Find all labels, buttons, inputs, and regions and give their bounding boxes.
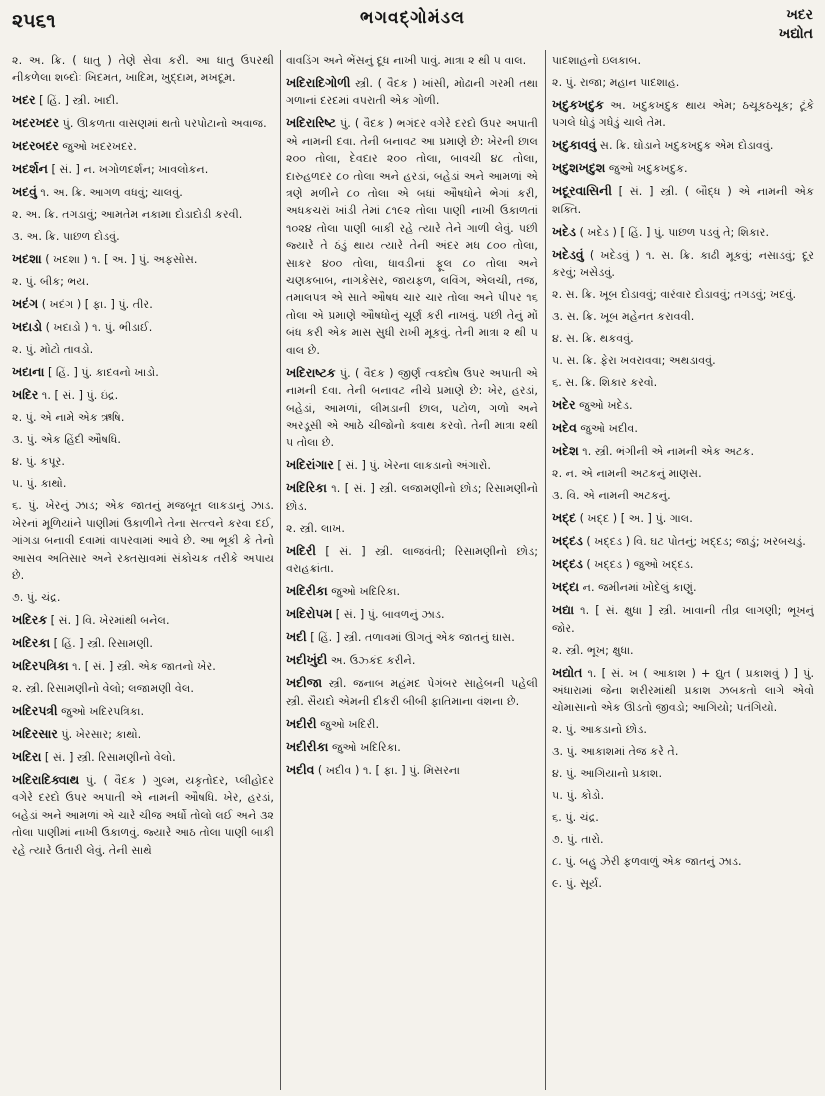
dictionary-entry bbox=[12, 431, 274, 448]
definition-text: ૫. પું. કાથો. bbox=[12, 477, 67, 491]
definition-text: પું. ખેરસાર; કાથો. bbox=[57, 728, 142, 742]
definition-text: પું. ( વૈદક ) ગુલ્મ, યકૃતોદર, પ્લીહોદર વગેરે દરદો ઉપર અપાતી એ નામની ઔષધિ. ખેર, હરડાં, બહેડાં અને આમળાં એ ચારે ચીજ અર્ધો તોલો લઈ અને ૩૨ તોલા પાણીમાં નાખી ઉકાળવું. જ્યારે આઠ તોલા પાણી બાકી રહે ત્યારે ઉતારી લેવું. તેની સાથે bbox=[12, 774, 274, 857]
dictionary-entry bbox=[12, 725, 274, 743]
definition-text: ( ખદ્દ ) [ અ. ] પું. ગાલ. bbox=[576, 512, 693, 526]
dictionary-entry bbox=[12, 295, 274, 313]
definition-text: ન. જમીનમાં ખોદેલું કાણું. bbox=[579, 581, 697, 595]
dictionary-entry bbox=[552, 374, 814, 391]
dictionary-entry bbox=[552, 601, 814, 637]
dictionary-entry bbox=[12, 497, 274, 584]
headword: ખદિરીકા bbox=[286, 583, 328, 599]
column-right bbox=[552, 52, 814, 1092]
definition-text: ૧. અ. ક્રિ. આગળ વધવું; ચાલવું. bbox=[36, 186, 183, 200]
definition-text: સ્ત્રી. જનાબ મહંમદ પેગંબર સાહેબની પહેલી સ્ત્રી. સૈયદો એમની દીકરી બીબી ફાતિમાના વંશના છે. bbox=[286, 677, 538, 708]
dictionary-entry bbox=[12, 475, 274, 492]
headword: ખદ્યોત bbox=[552, 664, 583, 680]
definition-text: ૬. સ. ક્રિ. શિકાર કરવો. bbox=[552, 376, 658, 390]
headword: ખદ્દ bbox=[552, 510, 577, 526]
definition-text: ૩. પું. આકાશમાં તેજ કરે તે. bbox=[552, 745, 679, 759]
dictionary-entry bbox=[12, 206, 274, 223]
definition-text: [ હિં. ] પું. કાદવનો ખાડો. bbox=[44, 366, 159, 380]
definition-text: જુઓ ખદુકખદુક. bbox=[605, 162, 688, 176]
headword: ખદેર bbox=[552, 397, 576, 413]
definition-text: જુઓ ખદીવ. bbox=[576, 422, 638, 436]
headword: ખદીખુંદી bbox=[286, 652, 328, 668]
definition-text: જુઓ ખદિરિકા. bbox=[328, 740, 401, 754]
dictionary-entry bbox=[552, 96, 814, 132]
definition-text: ૪. પું. આગિયાનો પ્રકાશ. bbox=[552, 767, 663, 781]
definition-text: જુઓ ખદેડ. bbox=[575, 399, 633, 413]
dictionary-entry bbox=[12, 137, 274, 155]
definition-text: સ્ત્રી. ( વૈદક ) ખાંસી, મોઢાની ગરમી તથા ગળાનાં દરદમાં વપરાતી એક ગોળી. bbox=[286, 77, 538, 108]
headword: ખદિરક bbox=[12, 612, 48, 628]
definition-text: ( ખદશા ) ૧. [ અ. ] પું. અફસોસ. bbox=[41, 253, 198, 267]
dictionary-entry bbox=[552, 765, 814, 782]
dictionary-entry bbox=[286, 52, 538, 69]
headword: ખદિરારિષ્ટ bbox=[286, 115, 336, 131]
definition-text: [ સં. ] પું. બાવળનું ઝાડ. bbox=[332, 608, 445, 622]
dictionary-entry bbox=[552, 875, 814, 892]
headword: ખદીવ bbox=[286, 761, 315, 777]
definition-text: ૨. પું. આકડાનો છોડ. bbox=[552, 723, 647, 737]
dictionary-entry bbox=[552, 465, 814, 482]
dictionary-entry bbox=[12, 250, 274, 268]
definition-text: [ સં. ] સ્ત્રી. ( બૌદ્ધ ) એ નામની એક શક્તિ. bbox=[552, 185, 814, 216]
definition-text: ૨. સ્ત્રી. લાખ. bbox=[286, 521, 345, 535]
definition-text: વાવડિંગ અને ભેંસનું દૂધ નાખી પાવું. માત્રા ૨ થી ૫ વાલ. bbox=[286, 54, 527, 67]
dictionary-entry bbox=[286, 114, 538, 359]
headword: ખદરખદર bbox=[12, 115, 60, 131]
dictionary-entry bbox=[12, 183, 274, 201]
definition-text: ૩. સ. ક્રિ. ખૂબ મહેનત કરાવવી. bbox=[552, 310, 695, 324]
guide-word-first: ખદર bbox=[786, 7, 813, 23]
headword: ખદિરોપમ bbox=[286, 606, 333, 622]
headword: ખદીરીકા bbox=[286, 738, 329, 754]
headword: ખદી bbox=[286, 629, 307, 645]
definition-text: [ સં. ] ન. ખગોળદર્શન; ખાવલોકન. bbox=[47, 163, 209, 177]
definition-text: ૩. અ. ક્રિ. પાછળ દોડવું. bbox=[12, 230, 120, 244]
definition-text: અ. ઉઝ્કંદ કરીને. bbox=[327, 654, 416, 668]
dictionary-entry bbox=[552, 532, 814, 550]
headword: ખદેડ bbox=[552, 223, 576, 239]
page-header bbox=[0, 0, 825, 48]
headword: ખદીજા bbox=[286, 675, 322, 691]
dictionary-entry bbox=[12, 680, 274, 697]
dictionary-entry bbox=[12, 363, 274, 381]
dictionary-entry bbox=[12, 228, 274, 245]
headword: ખદાડો bbox=[12, 319, 43, 335]
definition-text: ૪. પું. કપૂર. bbox=[12, 455, 65, 469]
definition-text: ૨. અ. ક્રિ. તગડાવું; આમતેમ નકામા દોડાદોડી કરવી. bbox=[12, 208, 243, 222]
headword: ખદુકાવવું bbox=[552, 137, 597, 153]
dictionary-entry bbox=[552, 419, 814, 437]
headword: ખદાના bbox=[12, 364, 45, 380]
definition-text: ૧. [ સં. ] પું. ઇંદ્ર. bbox=[38, 389, 119, 403]
dictionary-entry bbox=[286, 605, 538, 623]
definition-text: [ સં. ] સ્ત્રી. રિસામણીનો વેલો. bbox=[41, 751, 176, 765]
definition-text: ૨. પું. બીક; ભય. bbox=[12, 275, 90, 289]
definition-text: ૨. પું. મોટો તાવડો. bbox=[12, 343, 94, 357]
definition-text: ( ખદેડ ) [ હિં. ] પું. પાછળ પડવું તે; શિકાર. bbox=[575, 225, 770, 239]
definition-text: ૧. [ સં. ] સ્ત્રી. એક જાતનો ખેર. bbox=[68, 660, 216, 674]
page-number: ૨૫૬૧ bbox=[12, 10, 56, 32]
definition-text: ૨. પું. એ નામે એક ઋષિ. bbox=[12, 411, 125, 425]
dictionary-entry bbox=[286, 674, 538, 710]
dictionary-entry bbox=[552, 330, 814, 347]
guide-word-last: ખદ્યોત bbox=[778, 26, 813, 42]
definition-text: પાદશાહનો ઇલકાબ. bbox=[552, 54, 642, 67]
definition-text: પું. ( વૈદક ) જીર્ણ ત્વક્દોષ ઉપર અપાતી એ નામની દવા. તેની બનાવટ નીચે પ્રમાણે છે: ખેર, હરડાં, બહેડાં, આમળાં, લીમડાની છાલ, પટોળ, ગળો અને અરડૂસી એ આઠે ચીજોનો ક્વાથ કરવો. તેની માત્રા ૨થી ૫ તોલા છે. bbox=[286, 366, 538, 450]
dictionary-entry bbox=[552, 159, 814, 177]
definition-text: [ સં. ] વિ. ખેરમાંથી બનેલ. bbox=[47, 614, 170, 628]
headword: ખદૂરવાસિની bbox=[552, 183, 612, 199]
dictionary-entry bbox=[552, 74, 814, 91]
definition-text: ૧. સ્ત્રી. ભંગીની એ નામની એક અટક. bbox=[578, 445, 755, 459]
dictionary-entry bbox=[12, 160, 274, 178]
column-rule-right bbox=[545, 50, 546, 1090]
definition-text: ૫. સ. ક્રિ. ફેરા ખવરાવવા; અથડાવવું. bbox=[552, 354, 716, 368]
headword: ખદિરા bbox=[12, 749, 42, 765]
definition-text: ( ખદીવ ) ૧. [ ફા. ] પું. મિસરના bbox=[314, 763, 460, 777]
headword: ખદિરાંગાર bbox=[286, 457, 334, 473]
headword: ખદર્શન bbox=[12, 161, 48, 177]
definition-text: ( ખદંગ ) [ ફા. ] પું. તીર. bbox=[38, 298, 153, 312]
definition-text: ૨. અ. ક્રિ. ( ધાતુ ) તેણે સેવા કરી. આ ધાતુ ઉપરથી નીકળેલા શબ્દોઃ ખિદમત, ખાદિમ, ખુદ્દામ, મખદૂમ. bbox=[12, 54, 274, 85]
headword: ખદિર bbox=[12, 387, 39, 403]
dictionary-entry bbox=[552, 396, 814, 414]
dictionary-entry bbox=[12, 91, 274, 109]
headword: ખદર bbox=[12, 92, 36, 108]
definition-text: અ. ખદુકખદુક થાય એમ; ઠચૂકઠચૂક; ટૂંકે પગલે ધોડું ગધેડું ચાલે તેમ. bbox=[552, 99, 814, 130]
headword: ખદેડવું bbox=[552, 246, 584, 262]
dictionary-entry bbox=[286, 542, 538, 578]
definition-text: સ. ક્રિ. ઘોડાને ખદુકખદુક એમ દોડાવવું. bbox=[596, 139, 774, 153]
dictionary-entry bbox=[12, 657, 274, 675]
column-left bbox=[12, 52, 274, 1092]
definition-text: પું. ( વૈદક ) ભગંદર વગેરે દરદો ઉપર અપાતી એ નામની દવા. તેની બનાવટ આ પ્રમાણે છે: ખેરની છાલ ૨૦૦ તોલા, દેવદાર ૨૦૦ તોલા, બાવચી ૪૮ તોલા, દારુહળદર ૮૦ તોલા અને હરડાં, બહેડાં અને આમળાં એ ત્રણે મળીને ૮૦ તોલા એ બધાં ઔષધોને ભેગાં કરી, અધકચરાં ખાંડી તેમાં ૮૧૯૨ તોલા પાણી નાખી ઉકાળતાં ૧૦૨૪ તોલા પાણી બાકી રહે ત્યારે તેને ગાળી લેવું. પછી જ્યારે તે ઠંડું થાય ત્યારે તેની અંદર મધ ૮૦૦ તોલા, સાકર ૪૦૦ તોલા, ધાવડીનાં ફૂલ ૮૦ તોલા અને ચણકબાબ, નાગકેસર, જાયફળ, લવિંગ, એલચી, તજ, તમાલપત્ર એ સાતે ઔષધ ચાર ચાર તોલા અને પીપર ૧૬ તોલા એ પ્રમાણે ઔષધોનું ચૂર્ણ કરી નાખવું. પછી તેનું મોં બંધ કરી એક માસ સુધી રાખી મૂકવું. તેની માત્રા ૨ થી ૫ વાલ છે. bbox=[286, 117, 538, 357]
headword: ખદરબદર bbox=[12, 138, 59, 154]
dictionary-entry bbox=[286, 520, 538, 537]
column-middle bbox=[286, 52, 538, 1092]
guide-words bbox=[779, 6, 813, 44]
definition-text: [ હિં. ] સ્ત્રી. ખાદી. bbox=[35, 94, 119, 108]
dictionary-entry bbox=[552, 642, 814, 659]
headword: ખદિરસાર bbox=[12, 726, 58, 742]
dictionary-entry bbox=[12, 634, 274, 652]
dictionary-entry bbox=[552, 223, 814, 241]
dictionary-entry bbox=[552, 487, 814, 504]
dictionary-entry bbox=[286, 738, 538, 756]
dictionary-entry bbox=[552, 286, 814, 303]
dictionary-entry bbox=[12, 341, 274, 358]
dictionary-entry bbox=[552, 442, 814, 460]
definition-text: [ હિં. ] સ્ત્રી. તળાવમાં ઊગતું એક જાતનું ઘાસ. bbox=[306, 631, 515, 645]
dictionary-entry bbox=[12, 318, 274, 336]
dictionary-entry bbox=[286, 479, 538, 515]
column-rule-left bbox=[280, 50, 281, 1090]
definition-text: ૨. ન. એ નામની અટકનું માણસ. bbox=[552, 467, 702, 481]
definition-text: ૭. પું. તારો. bbox=[552, 833, 604, 847]
dictionary-entry bbox=[12, 114, 274, 132]
definition-text: ૧. [ સં. ક્ષુધા ] સ્ત્રી. ખાવાની તીવ્ર લાગણી; ભૂખનું જોર. bbox=[552, 604, 814, 635]
book-title: ભગવદ્ગોમંડલ bbox=[360, 8, 465, 28]
headword: ખદિરકા bbox=[12, 635, 51, 651]
headword: ખદ્દડ bbox=[552, 533, 583, 549]
dictionary-entry bbox=[12, 771, 274, 859]
headword: ખદિરપત્રિકા bbox=[12, 658, 69, 674]
definition-text: ( ખદ્દડ ) જુઓ ખદ્દડ. bbox=[582, 558, 694, 572]
dictionary-entry bbox=[552, 743, 814, 760]
definition-text: ( ખદાડો ) ૧. પું. ભીડાઈ. bbox=[42, 321, 153, 335]
headword: ખદિરપત્રી bbox=[12, 703, 58, 719]
definition-text: જુઓ ખદરખદર. bbox=[58, 140, 137, 154]
headword: ખદુકખદુક bbox=[552, 97, 604, 112]
dictionary-entry bbox=[552, 831, 814, 848]
definition-text: ૬. પું. ખેરનું ઝાડ; એક જાતનું મજબૂત લાકડાનું ઝાડ. ખેરનાં મૂળિયાંને પાણીમાં ઉકાળીને તેના સત્ત્વને કરવા દઈ, ગાંગડા બનાવી દવામાં વાપરવામાં આવે છે. આ ભૂકી કે તેનો આસવ અતિસાર અને રક્તસ્રાવમાં સંકોચક તરીકે અપાય છે. bbox=[12, 499, 274, 583]
definition-text: જુઓ ખદિરપત્રિકા. bbox=[57, 705, 145, 719]
definition-text: ૧. [ સં. ] સ્ત્રી. લજામણીનો છોડ; રિસામણીનો છોડ. bbox=[286, 482, 538, 513]
definition-text: [ સં. ] પું. ખેરના લાકડાનો અંગારો. bbox=[333, 459, 491, 473]
definition-text: ૩. વિ. એ નામની અટકનું. bbox=[552, 489, 671, 503]
definition-text: ૬. પું. ચંદ્ર. bbox=[552, 811, 599, 825]
dictionary-entry bbox=[552, 52, 814, 69]
dictionary-entry bbox=[12, 702, 274, 720]
dictionary-entry bbox=[286, 456, 538, 474]
headword: ખદંગ bbox=[12, 296, 39, 312]
dictionary-entry bbox=[286, 364, 538, 452]
definition-text: ૩. પું. એક હિંદી ઔષધિ. bbox=[12, 433, 121, 447]
dictionary-entry bbox=[12, 386, 274, 404]
definition-text: ( ખદ્દડ ) વિ. ઘટ પોતનું; ખદ્દડ; જાડું; ખરબચડું. bbox=[582, 535, 806, 549]
definition-text: ૫. પું. કોડો. bbox=[552, 789, 605, 803]
definition-text: ૨. પું. રાજા; મહાન પાદશાહ. bbox=[552, 76, 680, 89]
definition-text: ૨. સ્ત્રી. ભૂખ; ક્ષુધા. bbox=[552, 643, 634, 657]
headword: ખદિરાદિગોળી bbox=[286, 75, 351, 90]
definition-text: ૨. સ્ત્રી. રિસામણીનો વેલો; લજામણી વેલ. bbox=[12, 682, 194, 696]
headword: ખદીરી bbox=[286, 715, 317, 731]
dictionary-entry bbox=[12, 52, 274, 87]
dictionary-entry bbox=[286, 715, 538, 733]
definition-text: પું. ઊકળતા વાસણમાં થતો પરપોટાનો અવાજ. bbox=[59, 117, 267, 131]
dictionary-entry bbox=[552, 809, 814, 826]
dictionary-entry bbox=[12, 748, 274, 766]
dictionary-entry bbox=[286, 628, 538, 646]
dictionary-entry bbox=[552, 787, 814, 804]
dictionary-entry bbox=[286, 761, 538, 779]
dictionary-entry bbox=[12, 611, 274, 629]
headword: ખદિરિકા bbox=[286, 480, 327, 496]
definition-text: ૧. [ સં. ખ ( આકાશ ) + દ્યુત ( પ્રકાશવું ) ] પું. અંધારામાં જેના શરીરમાંથી પ્રકાશ ઝબકતો લાગે એવો ચોમાસાનો એક ઊડતો જીવડો; આગિયો; પતંગિયો. bbox=[552, 666, 814, 715]
headword: ખદિરાષ્ટક bbox=[286, 364, 336, 380]
dictionary-entry bbox=[12, 453, 274, 470]
dictionary-entry bbox=[552, 136, 814, 154]
dictionary-entry bbox=[552, 555, 814, 573]
dictionary-entry bbox=[12, 273, 274, 290]
dictionary-entry bbox=[286, 582, 538, 600]
dictionary-entry bbox=[286, 651, 538, 669]
headword: ખદ્દા bbox=[552, 579, 580, 595]
dictionary-entry bbox=[552, 721, 814, 738]
dictionary-entry bbox=[286, 74, 538, 110]
dictionary-entry bbox=[552, 853, 814, 870]
definition-text: જુઓ ખદિરી. bbox=[316, 717, 380, 731]
definition-text: [ હિં. ] સ્ત્રી. રિસામણી. bbox=[50, 637, 153, 651]
headword: ખદશા bbox=[12, 251, 42, 267]
definition-text: [ સં. ] સ્ત્રી. લાજવંતી; રિસામણીનો છોડ; વરાહક્રાંતા. bbox=[286, 544, 538, 576]
dictionary-entry bbox=[12, 409, 274, 426]
definition-text: ૪. સ. ક્રિ. થકવવું. bbox=[552, 332, 634, 346]
dictionary-entry bbox=[552, 246, 814, 282]
dictionary-entry bbox=[552, 352, 814, 369]
headword: ખદવું bbox=[12, 184, 37, 200]
headword: ખદિરાદિક્વાથ bbox=[12, 772, 80, 788]
headword: ખદેશ bbox=[552, 443, 579, 459]
definition-text: ૨. સ. ક્રિ. ખૂબ દોડાવવું; વારંવાર દોડાવવું; તગડવું; ખદવું. bbox=[552, 288, 797, 302]
headword: ખદ્દડ bbox=[552, 556, 583, 572]
definition-text: ( ખદેડવું ) ૧. સ. ક્રિ. કાઢી મૂકવું; નસાડવું; દૂર કરવું; ખસેડવું. bbox=[552, 248, 814, 280]
definition-text: જુઓ ખદિરિકા. bbox=[327, 585, 401, 599]
dictionary-entry bbox=[552, 308, 814, 325]
headword: ખદિરી bbox=[286, 542, 316, 558]
headword: ખદ્યા bbox=[552, 602, 575, 618]
headword: ખદેવ bbox=[552, 420, 577, 436]
headword: ખદુશખદુશ bbox=[552, 160, 606, 176]
definition-text: ૭. પું. ચંદ્ર. bbox=[12, 591, 61, 605]
dictionary-entry bbox=[12, 589, 274, 606]
definition-text: ૯. પું. સૂર્ય. bbox=[552, 877, 602, 891]
dictionary-entry bbox=[552, 664, 814, 717]
dictionary-entry bbox=[552, 182, 814, 218]
definition-text: ૮. પું. બહુ ઝેરી ફળવાળું એક જાતનું ઝાડ. bbox=[552, 855, 742, 869]
dictionary-entry bbox=[552, 578, 814, 596]
dictionary-entry bbox=[552, 509, 814, 527]
